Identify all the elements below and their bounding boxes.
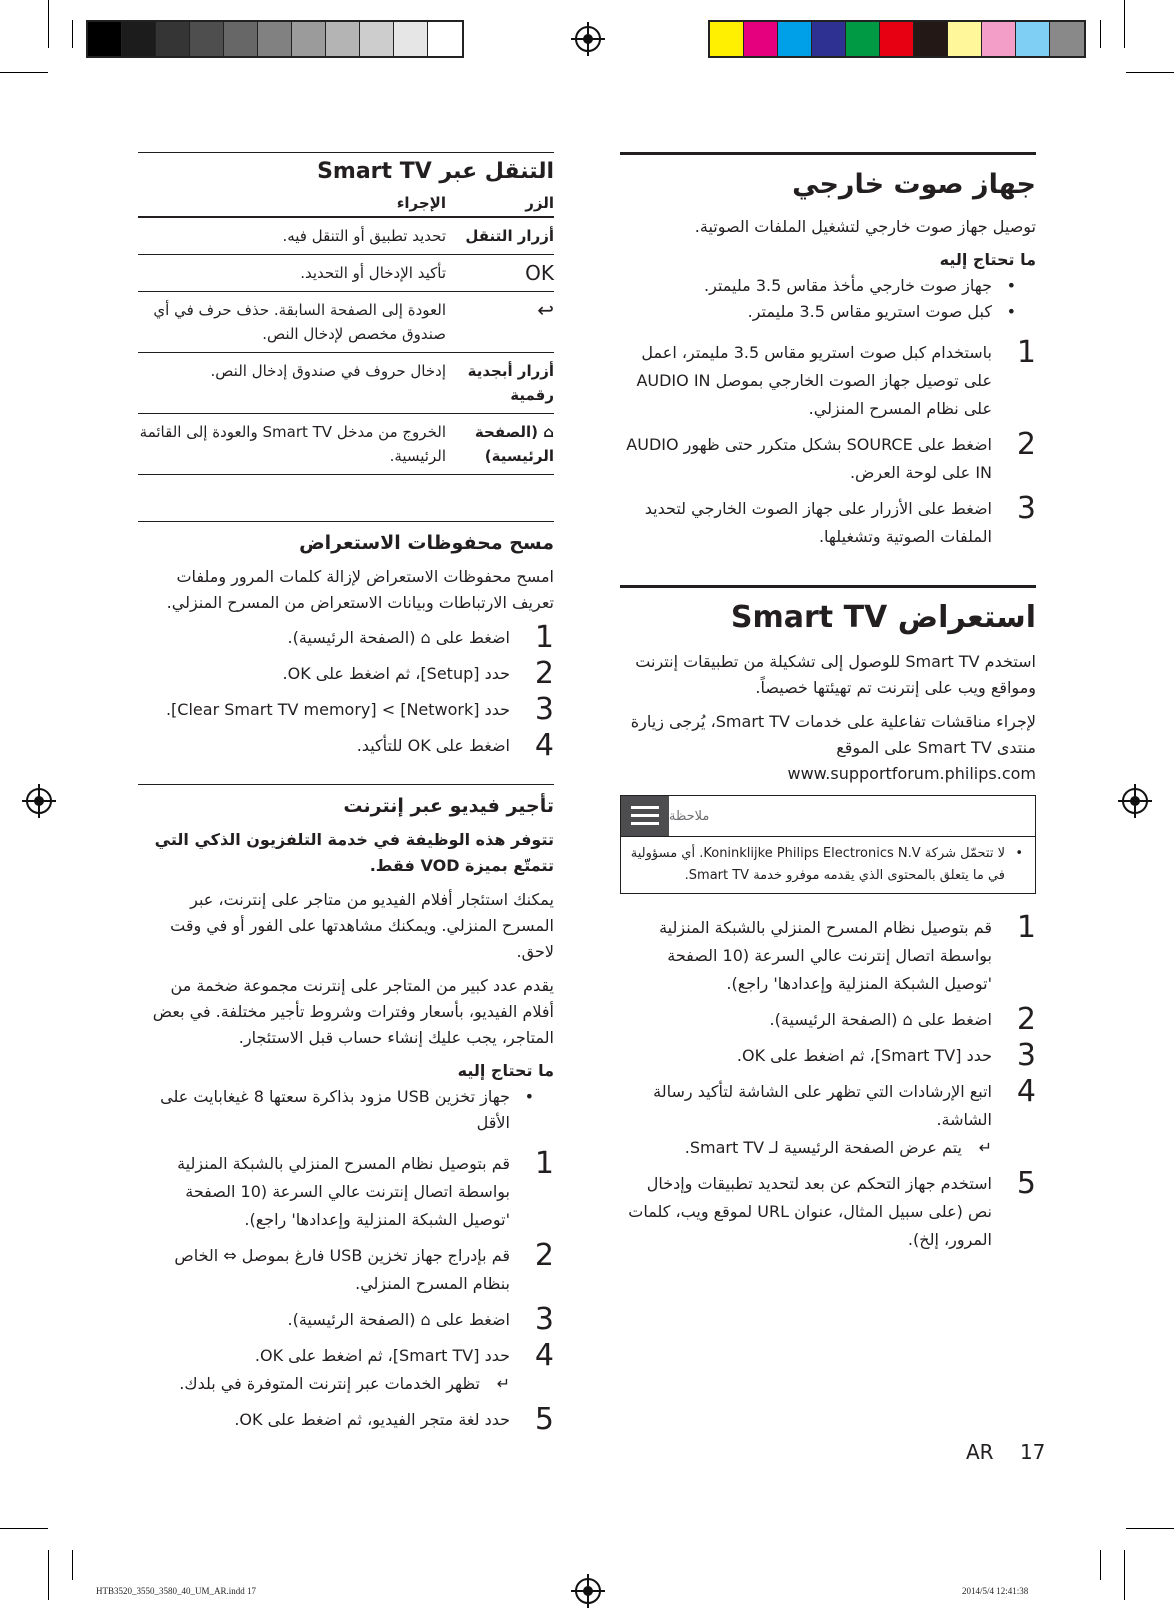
key-cell: أزرار أبجدية رقمية [446,353,554,414]
needs-heading: ما تحتاج إليه [457,1061,554,1080]
smart-tv-forum: لإجراء مناقشات تفاعلية على خدمات Smart TV، يُرجى زيارة منتدى Smart TV على الموقع www.supportforum.philips.com [630,712,1036,783]
action-cell: إدخال حروف في صندوق إدخال النص. [138,353,446,414]
step-text: اضغط على OK للتأكيد. [356,736,510,755]
crop-mark [0,1528,48,1529]
note-icon [621,796,669,836]
color-swatch [190,22,224,56]
step-number: 2 [1016,1002,1036,1037]
color-swatch [394,22,428,56]
color-swatch [292,22,326,56]
step-number: 3 [534,1302,554,1337]
color-swatch [744,22,778,56]
external-speaker-steps [620,335,1036,551]
result-text: تظهر الخدمات عبر إنترنت المتوفرة في بلدك. [179,1374,480,1393]
rent-video-intro: تتوفر هذه الوظيفة في خدمة التلفزيون الذكي التي تتمتّع بميزة VOD فقط. [154,830,554,875]
step-number: 3 [534,692,554,727]
key-table [138,190,554,475]
step-number: 3 [1016,1038,1036,1073]
crop-mark [1124,1550,1125,1600]
key-cell: أزرار التنقل [446,217,554,255]
table-header-row [138,190,554,217]
column-header: الزر [446,190,554,217]
step-text: حدد [Smart TV]، ثم اضغط على OK. [736,1046,992,1065]
step [138,656,554,691]
action-cell: تحديد تطبيق أو التنقل فيه. [138,217,446,255]
color-swatch [428,22,462,56]
step-number: 1 [1016,335,1036,370]
section-rule [620,152,1036,155]
crop-mark [1126,1528,1174,1529]
step [138,1402,554,1437]
step [138,728,554,763]
crop-mark [0,72,48,73]
registration-mark-icon [575,1578,601,1604]
step-text: حدد [Setup]، ثم اضغط على OK. [282,664,510,683]
section-rule [138,152,554,153]
step [620,910,1036,998]
step-text: اضغط على ⌂ (الصفحة الرئيسية). [769,1010,992,1029]
color-swatch [812,22,846,56]
left-column [138,152,554,1444]
step [138,620,554,655]
step [620,1074,1036,1162]
rent-video-steps [138,1146,554,1437]
list-item: • جهاز صوت خارجي مأخذ مقاس 3.5 مليمتر. [620,273,1036,299]
section-rule [138,521,554,522]
color-swatch [1016,22,1050,56]
step-text: اتبع الإرشادات التي تظهر على الشاشة لتأكيد رسالة الشاشة. [653,1082,992,1129]
column-header: الإجراء [138,190,446,217]
table-row [138,292,554,353]
step [138,1338,554,1398]
step-number: 2 [534,1238,554,1273]
section-rule [620,585,1036,588]
step-text: حدد [Smart TV]، ثم اضغط على OK. [254,1346,510,1365]
step-text: قم بتوصيل نظام المسرح المنزلي بالشبكة المنزلية بواسطة اتصال إنترنت عالي السرعة (10 الصفحة 'توصيل الشبكة المنزلية وإعدادها' راجع). [659,918,992,993]
crop-mark [1100,1550,1101,1580]
file-slug: HTB3520_3550_3580_40_UM_AR.indd 17 [96,1586,257,1596]
needs-list [138,1084,554,1136]
step-number: 5 [1016,1166,1036,1201]
step-number: 3 [1016,491,1036,526]
step-text: استخدم جهاز التحكم عن بعد لتحديد تطبيقات وإدخال نص (على سبيل المثال، عنوان URL لموقع ويب، كلمات المرور، إلخ). [628,1174,992,1249]
registration-mark-icon [1122,788,1148,814]
note-header [621,796,1035,837]
color-swatch [326,22,360,56]
step [620,427,1036,487]
step-text: اضغط على ⌂ (الصفحة الرئيسية). [287,628,510,647]
color-swatch [360,22,394,56]
navigate-title: التنقل عبر Smart TV [317,159,554,184]
table-row [138,414,554,475]
note-text: • لا تتحمّل شركة Koninklijke Philips Electronics N.V. أي مسؤولية في ما يتعلق بالمحتوى الذي يقدمه موفرو خدمة Smart TV. [621,837,1035,893]
table-row [138,353,554,414]
crop-mark [1124,0,1125,48]
clear-history-steps [138,620,554,763]
crop-mark [72,20,73,48]
color-swatch [156,22,190,56]
step-number: 4 [534,728,554,763]
needs-heading: ما تحتاج إليه [939,250,1036,269]
action-cell: تأكيد الإدخال أو التحديد. [138,255,446,292]
crop-mark [72,1550,73,1580]
crop-mark [1126,72,1174,73]
color-swatch [1050,22,1084,56]
clear-history-title: مسح محفوظات الاستعراض [299,532,554,554]
step-text: حدد لغة متجر الفيديو، ثم اضغط على OK. [234,1410,510,1429]
step-text: باستخدام كبل صوت استريو مقاس 3.5 مليمتر، اعمل على توصيل جهاز الصوت الخارجي بموصل AUDIO IN على نظام المسرح المنزلي. [636,343,992,418]
key-cell: ↩ [446,292,554,353]
list-item: • كبل صوت استريو مقاس 3.5 مليمتر. [620,299,1036,325]
registration-mark-icon [26,788,52,814]
result-arrow-icon: ↵ [496,1374,510,1393]
step-text: قم بإدراج جهاز تخزين USB فارغ بموصل ⇔ الخاص بنظام المسرح المنزلي. [174,1246,510,1293]
step-number: 4 [534,1338,554,1373]
page-number-value: 17 [1019,1440,1046,1464]
rent-video-intro: يقدم عدد كبير من المتاجر على إنترنت مجموعة ضخمة من أفلام الفيديو، بأسعار وفترات وشروط تأجير مختلفة. في بعض المتاجر، يجب عليك إنشاء حساب قبل الاستئجار. [152,976,554,1047]
note-label: ملاحظة [669,808,710,824]
step-number: 2 [1016,427,1036,462]
external-speaker-intro: توصيل جهاز صوت خارجي لتشغيل الملفات الصوتية. [694,217,1036,236]
step-text: قم بتوصيل نظام المسرح المنزلي بالشبكة المنزلية بواسطة اتصال إنترنت عالي السرعة (10 الصفحة 'توصيل الشبكة المنزلية وإعدادها' راجع). [177,1154,510,1229]
rent-video-intro: يمكنك استئجار أفلام الفيديو من متاجر على إنترنت، عبر المسرح المنزلي. ويمكنك مشاهدتها على الفور أو في وقت لاحق. [170,890,554,961]
note-box [620,795,1036,894]
step-number: 2 [534,656,554,691]
section-rule [138,784,554,785]
page-number [966,1440,1045,1464]
step-text: اضغط على الأزرار على جهاز الصوت الخارجي لتحديد الملفات الصوتية وتشغيلها. [644,499,992,546]
crop-mark [48,1550,49,1600]
crop-mark [48,0,49,48]
result-arrow-icon: ↵ [978,1138,992,1157]
step-number: 5 [534,1402,554,1437]
step-number: 1 [1016,910,1036,945]
needs-list [620,273,1036,325]
print-date: 2014/5/4 12:41:38 [962,1586,1029,1596]
color-swatch [982,22,1016,56]
crop-mark [1100,20,1101,48]
action-cell: الخروج من مدخل Smart TV والعودة إلى القائمة الرئيسية. [138,414,446,475]
step [620,491,1036,551]
table-row [138,217,554,255]
key-cell: ⌂ (الصفحة الرئيسية) [446,414,554,475]
step [620,1038,1036,1073]
color-swatch [88,22,122,56]
grayscale-color-bar [86,20,464,58]
color-swatch [914,22,948,56]
registration-mark-icon [575,26,601,52]
color-swatch [880,22,914,56]
clear-history-intro: امسح محفوظات الاستعراض لإزالة كلمات المرور وملفات تعريف الارتباطات وبيانات الاستعراض من المسرح المنزلي. [166,567,554,612]
right-column [620,152,1036,1264]
color-swatch [710,22,744,56]
smart-tv-steps [620,910,1036,1254]
language-code: AR [966,1440,994,1464]
step [138,1238,554,1298]
smart-tv-intro: استخدم Smart TV للوصول إلى تشكيلة من تطبيقات إنترنت ومواقع ويب على إنترنت تم تهيئتها خصيصاً. [635,652,1036,697]
step-text: حدد [Network] > [Clear Smart TV memory]. [165,700,510,719]
step-number: 1 [534,1146,554,1181]
color-swatch [224,22,258,56]
step-number: 4 [1016,1074,1036,1109]
rent-video-title: تأجير فيديو عبر إنترنت [343,795,554,817]
color-swatch [948,22,982,56]
smart-tv-browse-title: استعراض Smart TV [730,600,1036,635]
step-result [620,1134,992,1162]
color-swatch [122,22,156,56]
color-swatch [846,22,880,56]
list-item: • جهاز تخزين USB مزود بذاكرة سعتها 8 غيغابايت على الأقل [138,1084,554,1136]
step-text: اضغط على SOURCE بشكل متكرر حتى ظهور AUDIO IN على لوحة العرض. [626,435,992,482]
step-text: اضغط على ⌂ (الصفحة الرئيسية). [287,1310,510,1329]
step [620,335,1036,423]
external-speaker-title: جهاز صوت خارجي [792,169,1036,200]
table-row [138,255,554,292]
step-number: 1 [534,620,554,655]
key-cell: OK [446,255,554,292]
color-swatch [258,22,292,56]
process-color-bar [708,20,1086,58]
result-text: يتم عرض الصفحة الرئيسية لـ Smart TV. [684,1138,962,1157]
step-result [138,1370,510,1398]
step [138,1146,554,1234]
step [620,1166,1036,1254]
step [138,1302,554,1337]
action-cell: العودة إلى الصفحة السابقة. حذف حرف في أي صندوق مخصص لإدخال النص. [138,292,446,353]
step [138,692,554,727]
color-swatch [778,22,812,56]
step [620,1002,1036,1037]
